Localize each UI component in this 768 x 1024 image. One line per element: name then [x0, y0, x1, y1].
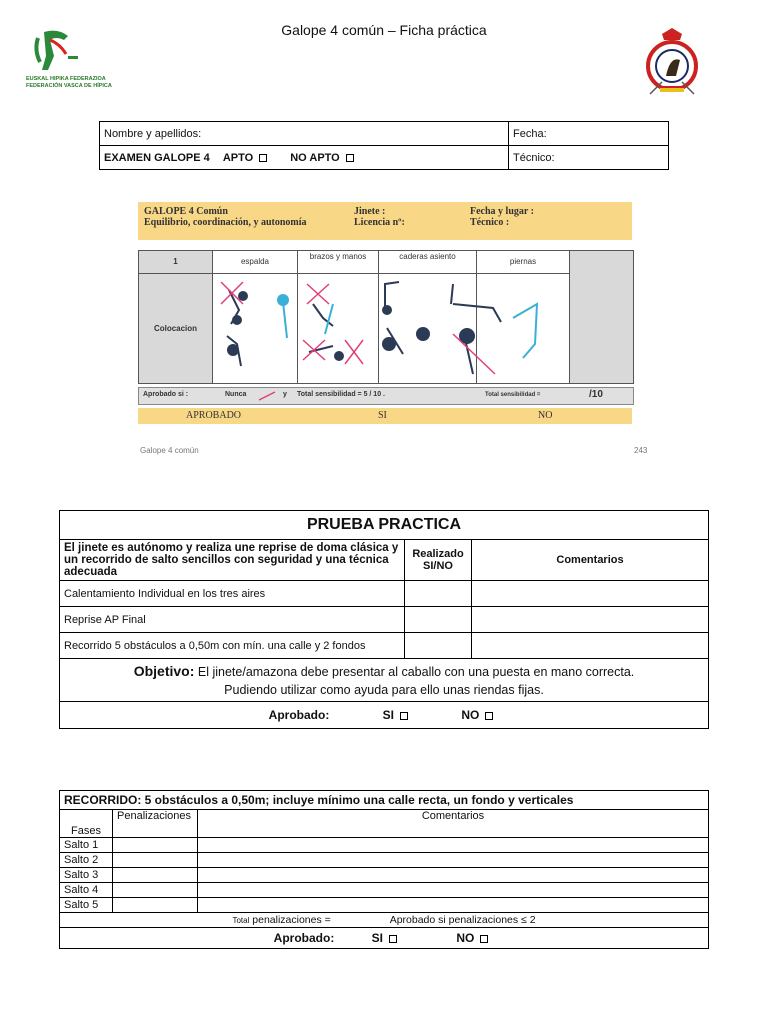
realizado-cell-2[interactable]	[405, 607, 472, 633]
comentario-cell[interactable]	[198, 898, 709, 913]
recorrido-no-checkbox[interactable]	[480, 935, 488, 943]
realizado-cell-3[interactable]	[405, 633, 472, 659]
comentarios-cell-2[interactable]	[472, 607, 709, 633]
name-field[interactable]: Nombre y apellidos:	[100, 122, 509, 146]
scanned-evaluation-grid: GALOPE 4 Común Equilibrio, coordinación, y autonomía Jinete : Licencia nº: Fecha y lugar : Técnico : 1 espalda brazos y manos caderas asiento piernas Colocacion Aprobado si : Nunca y Total sensibilidad = 5 / 10 . Total sensibilidad = /10 APROBADO SI NO Galope 4 común 243	[138, 202, 632, 460]
prueba-description: El jinete es autónomo y realiza une reprise de doma clásica y un recorrido de salto sencillos con seguridad y una técnica adecuada	[60, 540, 405, 581]
pink-stroke-icon	[257, 391, 277, 401]
objetivo-cell: Objetivo: El jinete/amazona debe presentar al caballo con una puesta en mano correcta. Pudiendo utilizar como ayuda para ello unas riendas fijas.	[60, 659, 709, 702]
prueba-title: PRUEBA PRACTICA	[60, 511, 709, 540]
position-grid: 1 espalda brazos y manos caderas asiento piernas Colocacion	[138, 250, 634, 384]
horse-logo-icon	[24, 26, 84, 74]
comentario-cell[interactable]	[198, 838, 709, 853]
candidate-table	[99, 121, 669, 170]
prueba-approval: Aprobado: SI NO	[60, 702, 709, 729]
comentario-cell[interactable]	[198, 853, 709, 868]
penalizacion-cell[interactable]	[113, 898, 198, 913]
crest-icon	[640, 26, 704, 98]
realizado-header: Realizado SI/NO	[405, 540, 472, 581]
date-field[interactable]: Fecha:	[509, 122, 669, 146]
recorrido-approval: Aprobado: SI NO	[60, 928, 709, 949]
penalizacion-cell[interactable]	[113, 883, 198, 898]
recorrido-comentarios-header: Comentarios	[198, 810, 709, 838]
apto-checkbox[interactable]	[259, 154, 267, 162]
document-title: Galope 4 común – Ficha práctica	[281, 22, 487, 38]
scan-header: GALOPE 4 Común Equilibrio, coordinación, y autonomía Jinete : Licencia nº: Fecha y lugar : Técnico :	[138, 202, 632, 240]
tecnico-field[interactable]: Técnico:	[509, 146, 669, 170]
salto-label: Salto 4	[60, 883, 113, 898]
scan-result-row: APROBADO SI NO	[138, 408, 632, 424]
penalizaciones-header: Penalizaciones	[113, 810, 198, 838]
comentarios-header: Comentarios	[472, 540, 709, 581]
comentarios-cell-1[interactable]	[472, 581, 709, 607]
comentarios-cell-3[interactable]	[472, 633, 709, 659]
task-row-2: Reprise AP Final	[60, 607, 405, 633]
comentario-cell[interactable]	[198, 883, 709, 898]
realizado-cell-1[interactable]	[405, 581, 472, 607]
recorrido-title: RECORRIDO: 5 obstáculos a 0,50m; incluye mínimo una calle recta, un fondo y verticales	[60, 791, 709, 810]
exam-result-field: EXAMEN GALOPE 4 APTO NO APTO	[100, 146, 509, 170]
penalizacion-cell[interactable]	[113, 868, 198, 883]
task-row-3: Recorrido 5 obstáculos a 0,50m con mín. una calle y 2 fondos	[60, 633, 405, 659]
penalizacion-cell[interactable]	[113, 853, 198, 868]
federation-logo-right	[640, 26, 704, 98]
fases-header: Fases	[60, 810, 113, 838]
salto-label: Salto 2	[60, 853, 113, 868]
total-penalizaciones-row: Total penalizaciones = Aprobado si penalizaciones ≤ 2	[60, 913, 709, 928]
recorrido-si-checkbox[interactable]	[389, 935, 397, 943]
prueba-practica-table	[59, 510, 709, 729]
scan-approval-row: Aprobado si : Nunca y Total sensibilidad = 5 / 10 . Total sensibilidad = /10	[138, 387, 634, 405]
prueba-no-checkbox[interactable]	[485, 712, 493, 720]
no-apto-checkbox[interactable]	[346, 154, 354, 162]
federation-logo-left	[24, 26, 124, 96]
comentario-cell[interactable]	[198, 868, 709, 883]
federation-name-2: FEDERACIÓN VASCA DE HÍPICA	[26, 83, 112, 89]
posture-sketches	[213, 274, 569, 383]
prueba-si-checkbox[interactable]	[400, 712, 408, 720]
salto-label: Salto 3	[60, 868, 113, 883]
federation-name-1: EUSKAL HIPIKA FEDERAZIOA	[26, 76, 106, 82]
task-row-1: Calentamiento Individual en los tres aires	[60, 581, 405, 607]
recorrido-table	[59, 790, 709, 949]
salto-label: Salto 5	[60, 898, 113, 913]
salto-label: Salto 1	[60, 838, 113, 853]
penalizacion-cell[interactable]	[113, 838, 198, 853]
